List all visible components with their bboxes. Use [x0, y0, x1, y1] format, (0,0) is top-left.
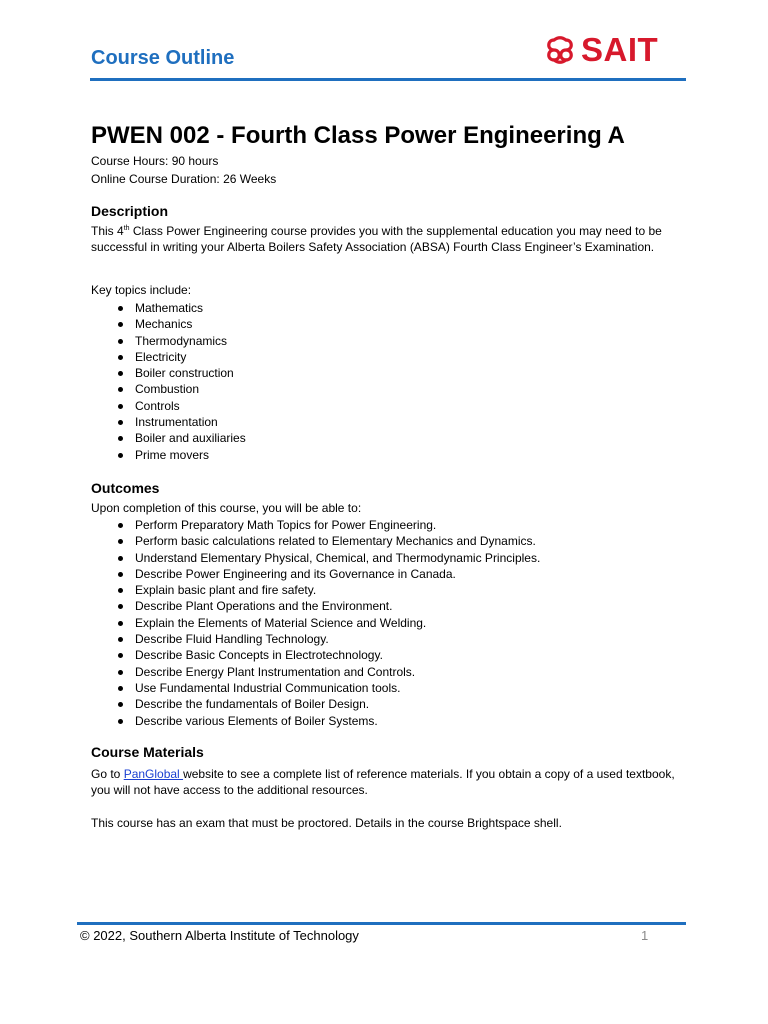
course-title: PWEN 002 - Fourth Class Power Engineering A	[91, 122, 625, 149]
materials-text	[91, 766, 681, 799]
key-topics-intro: Key topics include:	[91, 283, 192, 297]
list-item: Combustion	[91, 381, 246, 397]
list-item: Controls	[91, 398, 246, 414]
list-item: Understand Elementary Physical, Chemical, and Thermodynamic Principles.	[91, 550, 540, 566]
materials-text-start: Go to	[91, 767, 124, 781]
page-number: 1	[641, 928, 649, 943]
list-item: Boiler and auxiliaries	[91, 430, 246, 446]
description-heading: Description	[91, 203, 169, 219]
list-item: Instrumentation	[91, 414, 246, 430]
materials-heading: Course Materials	[91, 744, 204, 760]
description-text-start: This 4	[91, 224, 124, 238]
footer-copyright: © 2022, Southern Alberta Institute of Technology	[80, 928, 359, 943]
course-duration: Online Course Duration: 26 Weeks	[91, 172, 277, 186]
list-item: Describe Energy Plant Instrumentation and Controls.	[91, 664, 540, 680]
description-text-end: Class Power Engineering course provides you with the supplemental education you may need to be successful in writing your Alberta Boilers Safety Association (ABSA) Fourth Class Engineer’s Examination.	[91, 224, 662, 255]
list-item: Explain the Elements of Material Science and Welding.	[91, 615, 540, 631]
list-item: Mechanics	[91, 316, 246, 332]
outcomes-intro: Upon completion of this course, you will be able to:	[91, 501, 362, 515]
outcomes-list	[91, 517, 540, 729]
footer-divider	[77, 922, 686, 925]
list-item: Electricity	[91, 349, 246, 365]
sait-logo	[544, 33, 658, 67]
list-item: Describe Fluid Handling Technology.	[91, 631, 540, 647]
list-item: Describe Power Engineering and its Governance in Canada.	[91, 566, 540, 582]
list-item: Mathematics	[91, 300, 246, 316]
list-item: Use Fundamental Industrial Communication tools.	[91, 680, 540, 696]
key-topics-list	[91, 300, 246, 463]
list-item: Explain basic plant and fire safety.	[91, 582, 540, 598]
header-divider	[90, 78, 686, 81]
ordinal-suffix: th	[123, 225, 130, 232]
list-item: Boiler construction	[91, 365, 246, 381]
exam-note: This course has an exam that must be proctored. Details in the course Brightspace shell.	[91, 816, 562, 830]
list-item: Thermodynamics	[91, 333, 246, 349]
header-title: Course Outline	[91, 47, 235, 69]
sait-wordmark: SAIT	[581, 31, 659, 68]
panglobal-link[interactable]: PanGlobal	[123, 767, 184, 781]
outcomes-heading: Outcomes	[91, 480, 160, 496]
materials-text-end: website to see a complete list of reference materials. If you obtain a copy of a used textbook, you will not have access to the additional resources.	[91, 767, 675, 798]
list-item: Perform Preparatory Math Topics for Power Engineering.	[91, 517, 540, 533]
list-item: Describe Plant Operations and the Environment.	[91, 598, 540, 614]
list-item: Prime movers	[91, 447, 246, 463]
list-item: Perform basic calculations related to Elementary Mechanics and Dynamics.	[91, 533, 540, 549]
course-hours: Course Hours: 90 hours	[91, 154, 219, 168]
sait-knot-icon	[544, 33, 578, 67]
list-item: Describe various Elements of Boiler Systems.	[91, 713, 540, 729]
description-text	[91, 223, 681, 256]
list-item: Describe Basic Concepts in Electrotechnology.	[91, 647, 540, 663]
list-item: Describe the fundamentals of Boiler Design.	[91, 696, 540, 712]
